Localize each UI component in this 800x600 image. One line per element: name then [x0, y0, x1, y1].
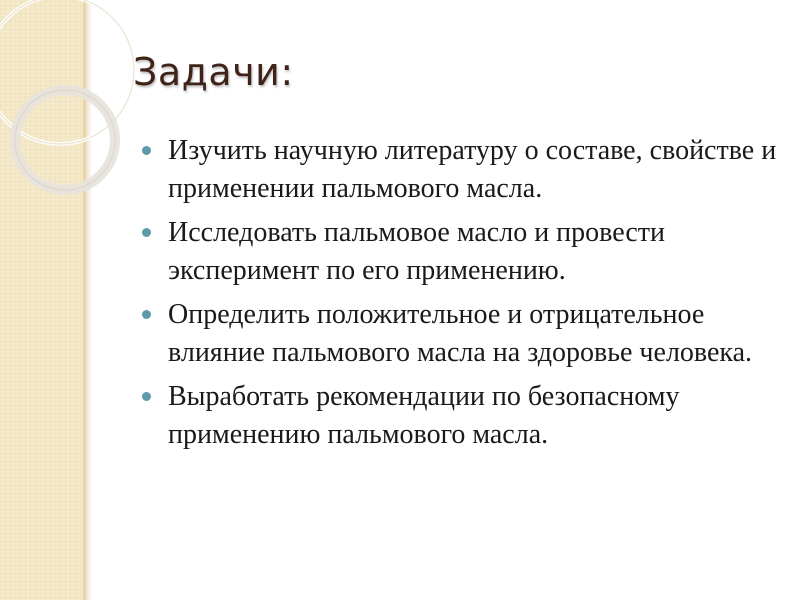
task-list — [140, 132, 780, 460]
task-text: Определить положительное и отрицательное влияние пальмового масла на здоровье человека. — [168, 299, 753, 368]
list-item — [140, 296, 780, 371]
bullet-dot-icon — [142, 146, 151, 155]
task-text: Изучить научную литературу о составе, свойстве и применении пальмового масла. — [168, 135, 777, 204]
list-item — [140, 378, 780, 453]
bullet-dot-icon — [142, 310, 151, 319]
bullet-dot-icon — [142, 392, 151, 401]
small-ring-decoration — [0, 70, 135, 210]
list-item — [140, 214, 780, 289]
bullet-dot-icon — [142, 228, 151, 237]
task-text: Выработать рекомендации по безопасному применению пальмового масла. — [168, 381, 680, 450]
task-text: Исследовать пальмовое масло и провести эксперимент по его применению. — [168, 217, 665, 286]
page-title: Задачи: — [133, 50, 294, 94]
list-item — [140, 132, 780, 207]
